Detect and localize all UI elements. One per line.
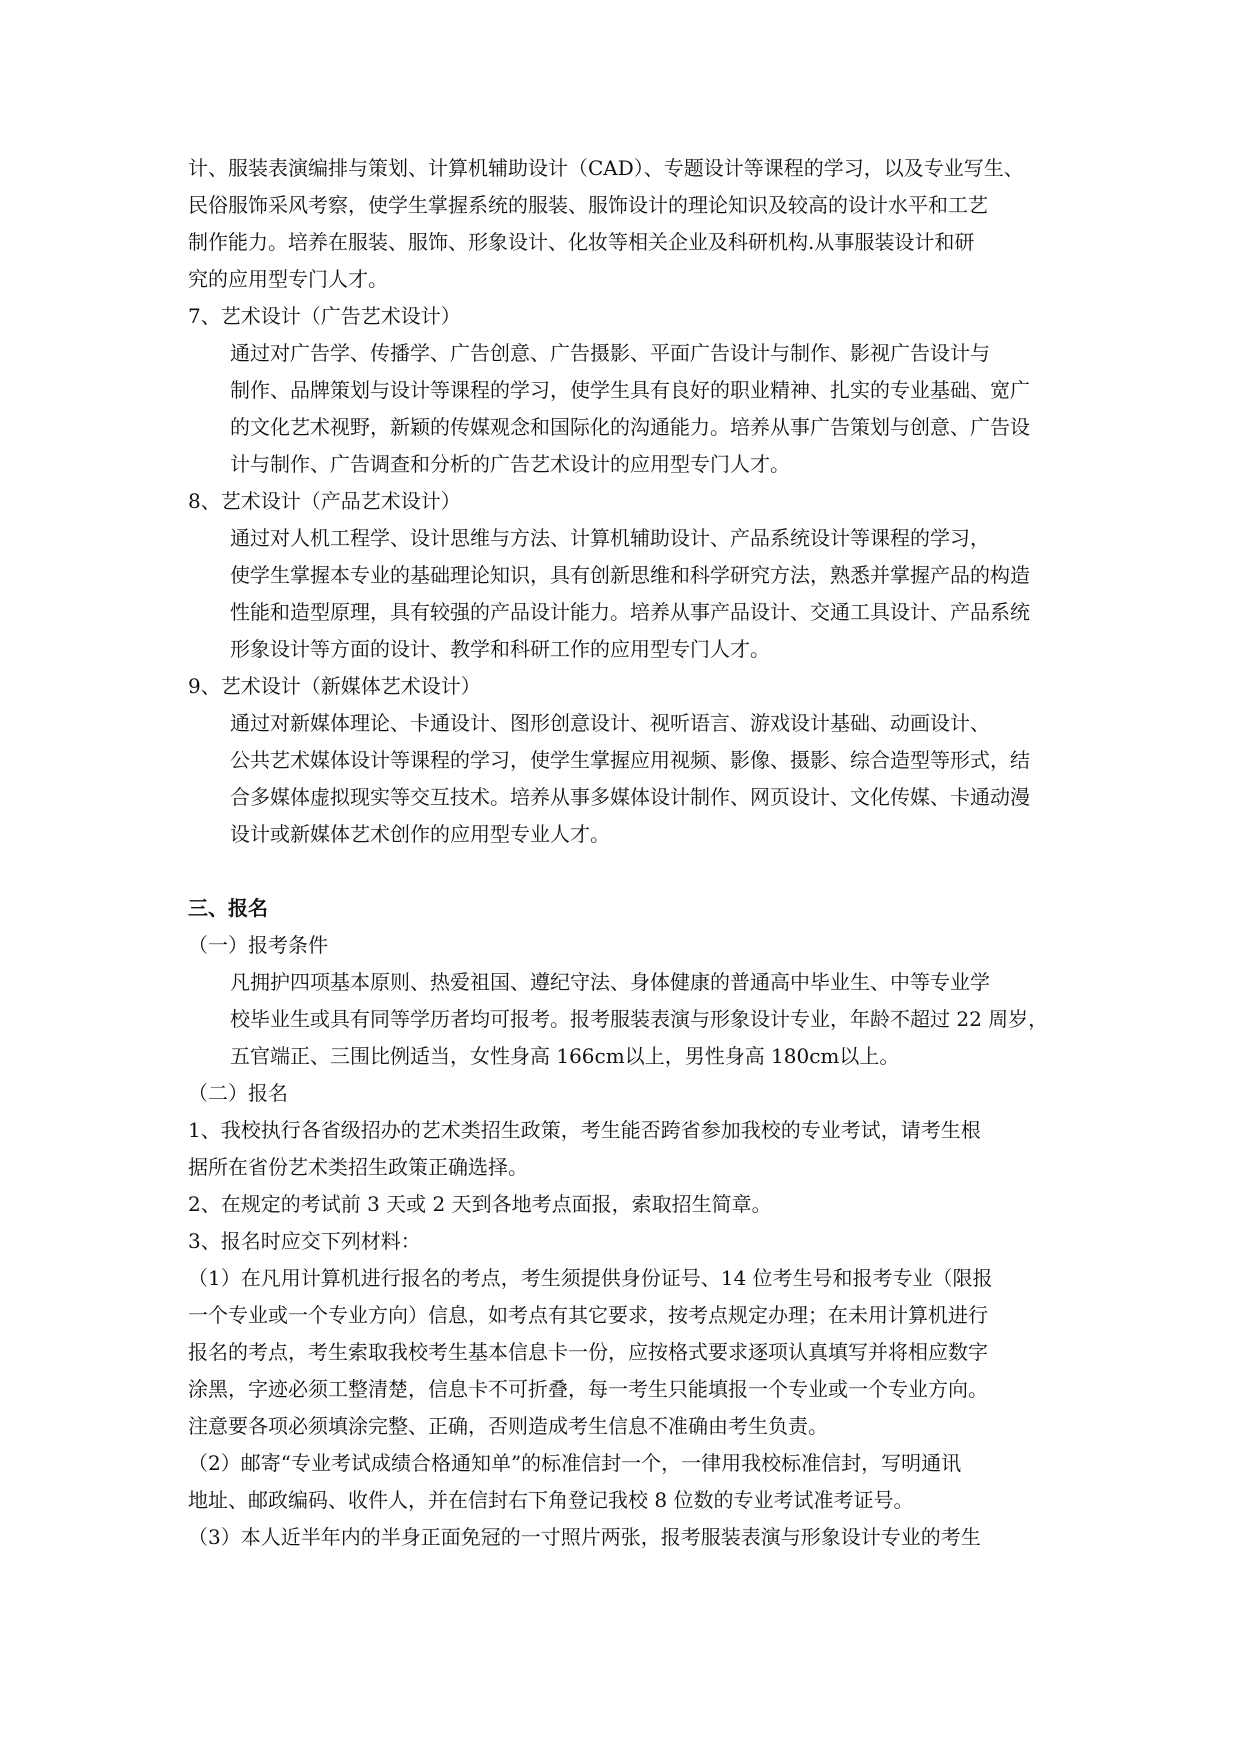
text-line: 计与制作、广告调查和分析的广告艺术设计的应用型专门人才。 xyxy=(230,452,790,476)
text-line: 报名的考点，考生索取我校考生基本信息卡一份，应按格式要求逐项认真填写并将相应数字 xyxy=(188,1340,988,1364)
text-line: 形象设计等方面的设计、教学和科研工作的应用型专门人才。 xyxy=(230,637,770,661)
paragraph xyxy=(188,1260,1056,1445)
text-line: 一个专业或一个专业方向）信息，如考点有其它要求，按考点规定办理；在未用计算机进行 xyxy=(188,1303,988,1327)
text-line: 2、在规定的考试前 3 天或 2 天到各地考点面报，索取招生简章。 xyxy=(188,1192,772,1216)
paragraph xyxy=(188,335,1056,483)
section-heading xyxy=(188,890,1056,927)
text-line: 校毕业生或具有同等学历者均可报考。报考服装表演与形象设计专业，年龄不超过 22 周岁， xyxy=(230,1007,1049,1031)
text-line: 据所在省份艺术类招生政策正确选择。 xyxy=(188,1155,528,1179)
text-line: 9、艺术设计（新媒体艺术设计） xyxy=(188,674,481,698)
paragraph xyxy=(188,150,1056,298)
text-line: 通过对广告学、传播学、广告创意、广告摄影、平面广告设计与制作、影视广告设计与 xyxy=(230,341,990,365)
text-line: 7、艺术设计（广告艺术设计） xyxy=(188,304,461,328)
paragraph xyxy=(188,927,1056,964)
paragraph xyxy=(188,1186,1056,1223)
text-line: 设计或新媒体艺术创作的应用型专业人才。 xyxy=(230,822,610,846)
text-line: 性能和造型原理，具有较强的产品设计能力。培养从事产品设计、交通工具设计、产品系统 xyxy=(230,600,1030,624)
paragraph xyxy=(188,705,1056,853)
text-line: （二）报名 xyxy=(188,1081,288,1105)
text-line: 使学生掌握本专业的基础理论知识，具有创新思维和科学研究方法，熟悉并掌握产品的构造 xyxy=(230,563,1030,587)
paragraph xyxy=(188,520,1056,668)
paragraph xyxy=(188,668,1056,705)
text-line: 注意要各项必须填涂完整、正确，否则造成考生信息不准确由考生负责。 xyxy=(188,1414,828,1438)
text-line: 民俗服饰采风考察，使学生掌握系统的服装、服饰设计的理论知识及较高的设计水平和工艺 xyxy=(188,193,988,217)
document-page xyxy=(188,150,1056,1556)
text-line: 五官端正、三围比例适当，女性身高 166cm以上，男性身高 180cm以上。 xyxy=(230,1044,900,1068)
paragraph xyxy=(188,298,1056,335)
text-line: 通过对新媒体理论、卡通设计、图形创意设计、视听语言、游戏设计基础、动画设计、 xyxy=(230,711,990,735)
paragraph xyxy=(188,1075,1056,1112)
text-line: 究的应用型专门人才。 xyxy=(188,267,388,291)
text-line: 公共艺术媒体设计等课程的学习，使学生掌握应用视频、影像、摄影、综合造型等形式，结 xyxy=(230,748,1030,772)
text-line: 计、服装表演编排与策划、计算机辅助设计（CAD）、专题设计等课程的学习，以及专业写生、 xyxy=(188,156,1024,180)
text-line: 地址、邮政编码、收件人，并在信封右下角登记我校 8 位数的专业考试准考证号。 xyxy=(188,1488,914,1512)
text-line: （3）本人近半年内的半身正面免冠的一寸照片两张，报考服装表演与形象设计专业的考生 xyxy=(188,1525,981,1549)
paragraph xyxy=(188,1519,1056,1556)
text-line: （一）报考条件 xyxy=(188,933,328,957)
text-line: 凡拥护四项基本原则、热爱祖国、遵纪守法、身体健康的普通高中毕业生、中等专业学 xyxy=(230,970,990,994)
text-line: 涂黑，字迹必须工整清楚，信息卡不可折叠，每一考生只能填报一个专业或一个专业方向。 xyxy=(188,1377,988,1401)
text-line: 3、报名时应交下列材料： xyxy=(188,1229,421,1253)
text-line: （1）在凡用计算机进行报名的考点，考生须提供身份证号、14 位考生号和报考专业（限报 xyxy=(188,1266,993,1290)
text-line: 8、艺术设计（产品艺术设计） xyxy=(188,489,461,513)
text-line: 制作、品牌策划与设计等课程的学习，使学生具有良好的职业精神、扎实的专业基础、宽广 xyxy=(230,378,1030,402)
text-line: 三、报名 xyxy=(188,896,268,920)
text-line: 通过对人机工程学、设计思维与方法、计算机辅助设计、产品系统设计等课程的学习， xyxy=(230,526,990,550)
paragraph xyxy=(188,964,1056,1075)
text-line: 制作能力。培养在服装、服饰、形象设计、化妆等相关企业及科研机构.从事服装设计和研 xyxy=(188,230,975,254)
text-line: 1、我校执行各省级招办的艺术类招生政策，考生能否跨省参加我校的专业考试，请考生根 xyxy=(188,1118,981,1142)
paragraph xyxy=(188,483,1056,520)
paragraph xyxy=(188,1445,1056,1519)
text-line: （2）邮寄“专业考试成绩合格通知单”的标准信封一个，一律用我校标准信封，写明通讯 xyxy=(188,1451,962,1475)
text-line: 的文化艺术视野，新颖的传媒观念和国际化的沟通能力。培养从事广告策划与创意、广告设 xyxy=(230,415,1030,439)
paragraph xyxy=(188,1223,1056,1260)
text-line: 合多媒体虚拟现实等交互技术。培养从事多媒体设计制作、网页设计、文化传媒、卡通动漫 xyxy=(230,785,1030,809)
paragraph xyxy=(188,1112,1056,1186)
